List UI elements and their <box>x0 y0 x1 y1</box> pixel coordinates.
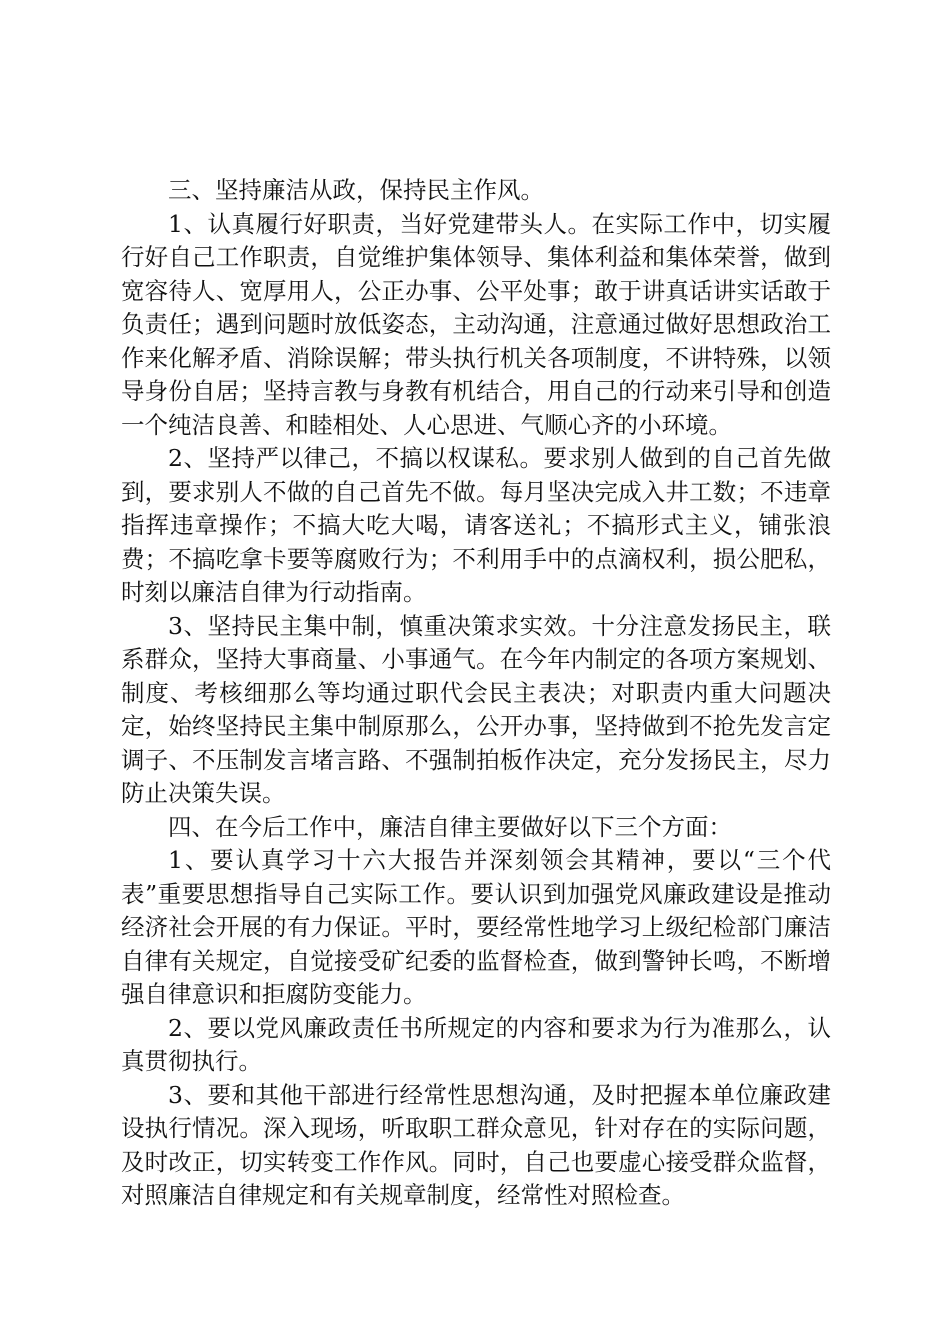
document-body <box>121 174 831 1213</box>
section-heading-four: 四、在今后工作中，廉洁自律主要做好以下三个方面： <box>168 812 732 841</box>
paragraph-item-1: 1、认真履行好职责，当好党建带头人。在实际工作中，切实履行好自己工作职责，自觉维护集体领导、集体利益和集体荣誉，做到宽容待人、宽厚用人，公正办事、公平处事；敢于讲真话讲实话敢于负责任；遇到问题时放低姿态，主动沟通，注意通过做好思想政治工作来化解矛盾、消除误解；带头执行机关各项制度，不讲特殊，以领导身份自居；坚持言教与身教有机结合，用自己的行动来引导和创造一个纯洁良善、和睦相处、人心思进、气顺心齐的小环境。 <box>121 209 831 439</box>
paragraph-item-4-3: 3、要和其他干部进行经常性思想沟通，及时把握本单位廉政建设执行情况。深入现场，听取职工群众意见，针对存在的实际问题，及时改正，切实转变工作作风。同时，自己也要虚心接受群众监督，对照廉洁自律规定和有关规章制度，经常性对照检查。 <box>121 1080 831 1209</box>
section-heading-three: 三、坚持廉洁从政，保持民主作风。 <box>168 176 544 204</box>
paragraph-item-4-1: 1、要认真学习十六大报告并深刻领会其精神，要以“三个代表”重要思想指导自己实际工作。要认识到加强党风廉政建设是推动经济社会开展的有力保证。平时，要经常性地学习上级纪检部门廉洁自律有关规定，自觉接受矿纪委的监督检查，做到警钟长鸣，不断增强自律意识和拒腐防变能力。 <box>121 846 831 1008</box>
paragraph-item-2: 2、坚持严以律己，不搞以权谋私。要求别人做到的自己首先做到，要求别人不做的自己首先不做。每月坚决完成入井工数；不违章指挥违章操作；不搞大吃大喝，请客送礼；不搞形式主义，铺张浪费；不搞吃拿卡要等腐败行为；不利用手中的点滴权利，损公肥私，时刻以廉洁自律为行动指南。 <box>121 444 831 606</box>
paragraph-item-3: 3、坚持民主集中制，慎重决策求实效。十分注意发扬民主，联系群众，坚持大事商量、小事通气。在今年内制定的各项方案规划、制度、考核细那么等均通过职代会民主表决；对职责内重大问题决定，始终坚持民主集中制原那么，公开办事，坚持做到不抢先发言定调子、不压制发言堵言路、不强制拍板作决定，充分发扬民主，尽力防止决策失误。 <box>121 611 831 807</box>
paragraph-item-4-2: 2、要以党风廉政责任书所规定的内容和要求为行为准那么，认真贯彻执行。 <box>121 1013 831 1075</box>
